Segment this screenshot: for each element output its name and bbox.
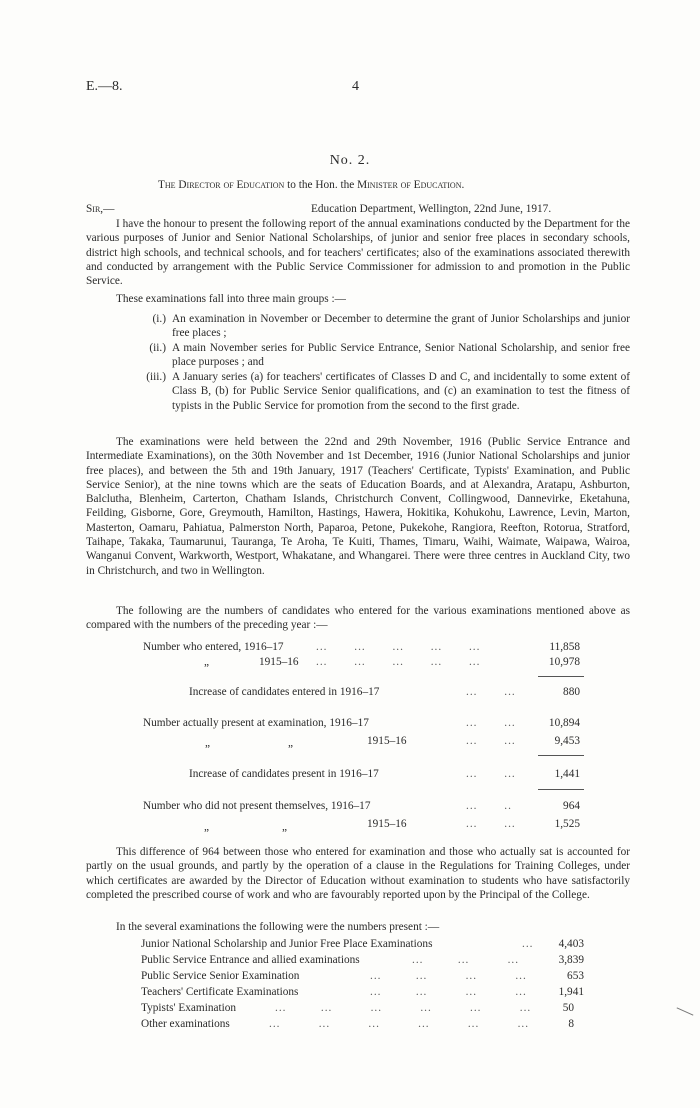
leader-dots: ... ... ... ... ... xyxy=(316,641,481,653)
heading-end: . xyxy=(461,179,465,191)
leader-dots: ... ... ... xyxy=(412,954,520,966)
dates-paragraph: The examinations were held between the 22nd and 29th November, 1916 (Public Service Entrance and Intermediate Examinations), on the 30th November and 1st December, 1916 (Junior National Scholarships and junior free places), and between the 5th and 19th January, 1917 (Teachers' Certificate, Typists' Examination, and Public Service Senior), at the nine towns which are the seats of Education Boards, and at Alexandra, Aratapu, Ashburton, Balclutha, Blenheim, Carterton, Chatham Islands, Christchurch Convent, Collingwood, Dannevirke, Eketahuna, Feilding, Gisborne, Gore, Greymouth, Hamilton, Hastings, Hawera, Hokitika, Kohukohu, Lawrence, Levin, Marton, Masterton, Oamaru, Pahiatua, Palmerston North, Paparoa, Petone, Pukekohe, Rangiora, Reefton, Rotorua, Stratford, Taihape, Takaka, Taumarunui, Tauranga, Te Aroha, Te Kuiti, Thames, Timaru, Waihi, Waimate, Waipawa, Wairoa, Wanganui Convent, Warkworth, Westport, Whakatane, and Whangarei. There were three centres in Auckland City, two in Christchurch, and two in Wellington. xyxy=(86,436,630,577)
stat-label: Increase of candidates present in 1916–17 xyxy=(189,768,379,780)
heading-to: Minister of Education xyxy=(357,179,462,191)
leader-dots: ... ... ... ... xyxy=(370,986,527,998)
leader-dots: ... ... xyxy=(466,686,516,698)
letter-heading xyxy=(158,178,464,192)
stat-label: Number actually present at examination, 1916–17 xyxy=(143,717,369,729)
page-number: 4 xyxy=(352,79,359,94)
stat-value: 9,453 xyxy=(554,735,580,747)
intro-paragraph: I have the honour to present the following report of the annual examinations conducted by the Department for the various purposes of Junior and Senior National Scholarships, of junior and senior free places in secondary schools, district high schools, and technical schools, and for teachers' certificates; also of the examinations associated therewith and conducted by arrangement with the Public Service Commissioner for admission to and promotion in the Public Service. xyxy=(86,218,630,288)
report-code: E.—8. xyxy=(86,79,123,94)
stat-value: 1,441 xyxy=(554,768,580,780)
salutation: Sir,— xyxy=(86,203,115,215)
stat-label: Number who did not present themselves, 1916–17 xyxy=(143,800,371,812)
stat-year: 1915–16 xyxy=(367,735,407,747)
sum-rule xyxy=(538,789,584,790)
exam-count: 8 xyxy=(568,1018,574,1030)
stat-value: 11,858 xyxy=(549,641,580,653)
stat-value: 1,525 xyxy=(554,818,580,830)
numbers-intro: The following are the numbers of candidates who entered for the various examinations mentioned above as compared with the numbers of the preceding year :— xyxy=(86,605,630,632)
stat-value: 880 xyxy=(563,686,580,698)
exam-name: Junior National Scholarship and Junior Free Place Examinations xyxy=(141,938,433,950)
present-intro: In the several examinations the following were the numbers present :— xyxy=(116,921,440,933)
leader-dots: ... ... xyxy=(466,717,516,729)
exam-name: Typists' Examination xyxy=(141,1002,237,1014)
leader-dots: ... ... xyxy=(466,768,516,780)
ditto-mark: „ xyxy=(204,821,210,833)
exam-count: 4,403 xyxy=(558,938,584,950)
ditto-mark: „ xyxy=(205,737,211,749)
sum-rule xyxy=(538,755,584,756)
sum-rule xyxy=(538,676,584,677)
leader-dots: ... ... ... ... xyxy=(370,970,527,982)
margin-mark xyxy=(677,1007,694,1015)
groups-intro: These examinations fall into three main groups :— xyxy=(116,293,346,305)
group-label: (i.) xyxy=(152,313,166,325)
leader-dots: ... ... xyxy=(466,735,516,747)
leader-dots: ... ... ... ... ... xyxy=(316,656,481,668)
dateline: Education Department, Wellington, 22nd June, 1917. xyxy=(311,203,552,215)
exam-name: Public Service Senior Examination xyxy=(141,970,300,982)
leader-dots: ... ... ... ... ... ... xyxy=(269,1018,530,1030)
group-label: (ii.) xyxy=(149,342,166,354)
group-label: (iii.) xyxy=(146,371,166,383)
leader-dots: ... xyxy=(522,938,534,950)
ditto-mark: „ xyxy=(204,656,210,668)
stat-year: 1915–16 xyxy=(367,818,407,830)
group-item: A main November series for Public Service Entrance, Senior National Scholarship, and senior free place purposes ; and xyxy=(172,342,630,369)
ditto-mark: „ xyxy=(282,821,288,833)
stat-label: Increase of candidates entered in 1916–17 xyxy=(189,686,380,698)
stat-label: Number who entered, 1916–17 xyxy=(143,641,284,653)
leader-dots: ... ... xyxy=(466,818,516,830)
exam-count: 1,941 xyxy=(558,986,584,998)
group-item: A January series (a) for teachers' certificates of Classes D and C, and incidentally to some extent of Class B, (b) for Public Service Senior qualifications, and (c) an examination to test the fitness of typists in the Public Service for promotion from the second to the first grade. xyxy=(172,371,630,412)
exam-count: 3,839 xyxy=(558,954,584,966)
stat-year: 1915–16 xyxy=(259,656,299,668)
exam-name: Other examinations xyxy=(141,1018,230,1030)
exam-count: 50 xyxy=(562,1002,574,1014)
ditto-mark: „ xyxy=(288,737,294,749)
exam-name: Teachers' Certificate Examinations xyxy=(141,986,299,998)
group-item: An examination in November or December to determine the grant of Junior Scholarships and junior free places ; xyxy=(172,313,630,340)
stat-value: 964 xyxy=(563,800,580,812)
leader-dots: ... .. xyxy=(466,800,512,812)
document-number: No. 2. xyxy=(329,153,371,168)
exam-name: Public Service Entrance and allied examinations xyxy=(141,954,360,966)
difference-paragraph: This difference of 964 between those who entered for examination and those who actually sat is accounted for partly on the usual grounds, and partly by the operation of a clause in the Regulations for Training Colleges, under which certificates are awarded by the Director of Education without examination to students who have satisfactorily completed the prescribed course of work and who are favourably reported upon by the Principal of the College. xyxy=(86,846,630,901)
stat-value: 10,978 xyxy=(548,656,580,668)
exam-count: 653 xyxy=(567,970,584,982)
stat-value: 10,894 xyxy=(548,717,580,729)
heading-middle: to the Hon. the xyxy=(284,179,358,191)
leader-dots: ... ... ... ... ... ... xyxy=(275,1002,532,1014)
heading-from: The Director of Education xyxy=(158,179,285,191)
